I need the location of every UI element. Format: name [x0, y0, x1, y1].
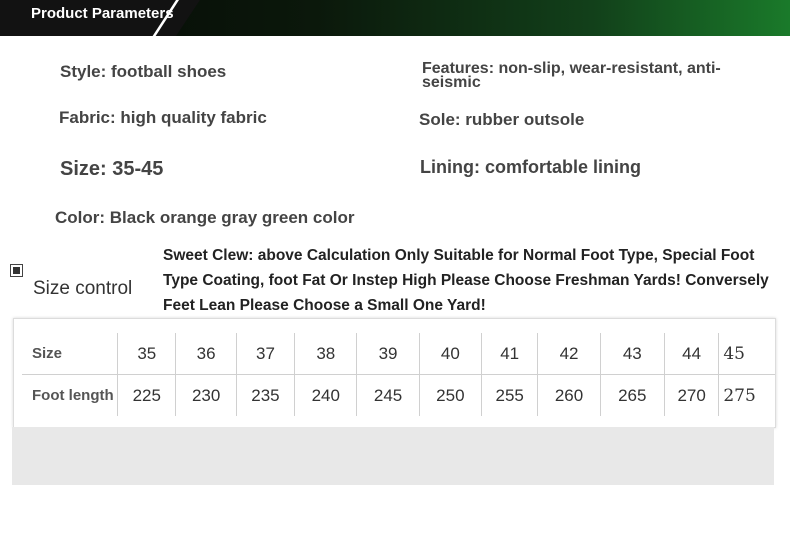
size-cell: 38 — [295, 333, 357, 375]
size-table-panel — [13, 318, 776, 428]
foot-length-cell: 265 — [600, 375, 664, 417]
size-cell: 39 — [357, 333, 419, 375]
foot-length-cell: 245 — [357, 375, 419, 417]
banner-title: Product Parameters — [31, 5, 174, 22]
size-cell: 35 — [118, 333, 176, 375]
size-cell: 42 — [538, 333, 600, 375]
foot-length-row-label: Foot length — [32, 387, 114, 404]
foot-length-cell: 235 — [236, 375, 294, 417]
gray-band — [12, 427, 774, 485]
param-features: Features: non-slip, wear-resistant, anti-seismic — [422, 60, 721, 91]
foot-length-cell: 225 — [118, 375, 176, 417]
header-banner — [0, 0, 790, 36]
size-cell: 36 — [176, 333, 236, 375]
param-style: Style: football shoes — [60, 62, 227, 81]
size-tip: Sweet Clew: above Calculation Only Suitable for Normal Foot Type, Special Foot Type Coating, foot Fat Or Instep High Please Choose Freshman Yards! Conversely Feet Lean Please Choose a Small One Yard! — [163, 247, 769, 314]
foot-length-row — [22, 375, 775, 417]
foot-length-cell: 250 — [419, 375, 481, 417]
size-cell: 45 — [719, 333, 775, 375]
foot-length-cell: 255 — [481, 375, 537, 417]
size-cell: 40 — [419, 333, 481, 375]
param-color: Color: Black orange gray green color — [55, 208, 355, 227]
size-table — [22, 333, 775, 416]
param-fabric: Fabric: high quality fabric — [59, 108, 267, 127]
size-row-label: Size — [22, 333, 118, 375]
size-row — [22, 333, 775, 375]
param-lining: Lining: comfortable lining — [420, 157, 641, 177]
size-cell: 41 — [481, 333, 537, 375]
size-cell: 43 — [600, 333, 664, 375]
square-bullet-icon — [10, 264, 23, 277]
foot-length-cell: 275 — [719, 375, 775, 417]
foot-length-cell: 230 — [176, 375, 236, 417]
foot-length-cell: 270 — [664, 375, 718, 417]
foot-length-cell: 240 — [295, 375, 357, 417]
size-control-title: Size control — [33, 278, 133, 299]
foot-length-cell: 260 — [538, 375, 600, 417]
size-cell: 37 — [236, 333, 294, 375]
size-cell: 44 — [664, 333, 718, 375]
param-size: Size: 35-45 — [60, 158, 164, 180]
param-sole: Sole: rubber outsole — [419, 110, 585, 129]
